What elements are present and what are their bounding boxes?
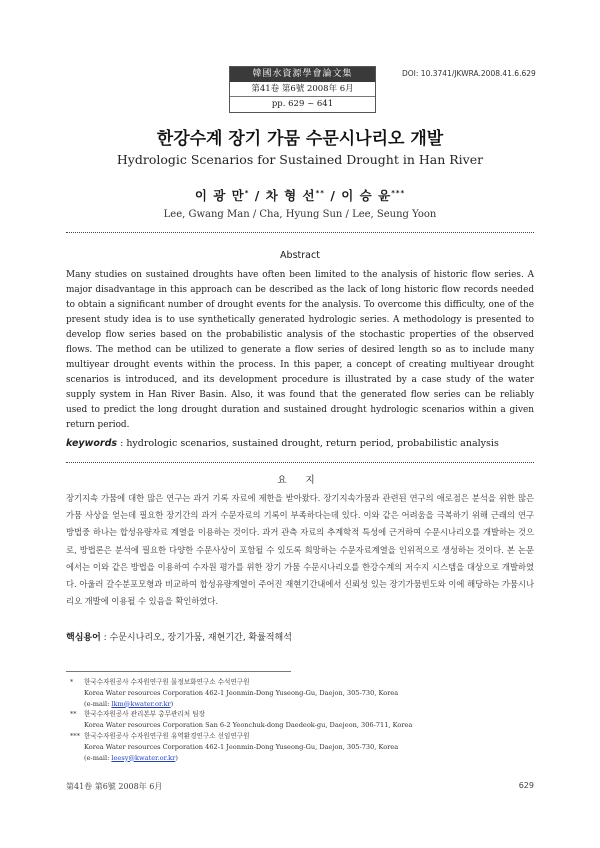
authors-korean [0,186,600,204]
email-link[interactable]: leesy@kwater.or.kr [111,753,176,762]
page-number: 629 [518,781,534,790]
footnote-address [70,688,550,699]
footnote-address-text: Korea Water resources Corporation 462-1 Jeonmin-Dong Yuseong-Gu, Daejon, 305-730, Korea [84,742,399,751]
footer-issue: 第41卷 第6號 2008年 6月 [66,782,163,791]
keywords-separator: : [117,438,127,449]
title-english: Hydrologic Scenarios for Sustained Drought in Han River [116,152,484,167]
footnote-email-close: ) [175,753,178,762]
footnote-address [70,720,550,731]
footnote-email-label: (e-mail: [84,753,112,762]
author-mark: ** [315,188,325,197]
author-name: 차 형 선 [265,188,316,203]
email-link[interactable]: lkm@kwater.or.kr [111,699,171,708]
footnote-affiliation-ko: 한국수자원공사 수자원연구원 물정보화연구소 수석연구원 [84,678,250,686]
journal-name: 韓國水資源學會論文集 [230,67,375,82]
footnote-email-close: ) [170,699,174,708]
keywords-line [66,438,534,449]
footnote-address-text: Korea Water resources Corporation 462-1 Jeonmin-Dong Yuseong-Gu, Daejon, 305-730, Korea [84,688,399,697]
footnote-email [70,699,550,710]
abstract-heading: Abstract [280,250,320,261]
authors-english: Lee, Gwang Man / Cha, Hyung Sun / Lee, Seung Yoon [163,209,437,220]
author-name: 이 광 만 [194,188,245,203]
abstract-text: Many studies on sustained droughts have often been limited to the analysis of historic flow series. A major disadvantage in this approach can be described as the lack of long historic flow records needed to obtain a significant number of drought events for the analysis. To overcome this difficulty, one of the present study idea is to use synthetically generated hydrologic series. A methodology is presented to develop flow series based on the probabilistic analysis of the stochastic properties of the observed flows. The method can be utilized to generate a flow series of desired length so as to include many multiyear drought events within the process. In this paper, a concept of creating multiyear drought scenarios is introduced, and its development procedure is illustrated by a case study of the water supply system in Han River Basin. Also, it was found that the generated flow series can be reliably used to predict the long drought duration and sustained drought hydrologic scenarios within a given return period. [66,270,534,430]
footnote-address [70,742,550,753]
footnote-affiliation-ko: 한국수자원공사 관리본부 총무관리처 팀장 [84,710,205,719]
author-mark: * [244,188,250,197]
footnote-email-label: (e-mail: [84,699,112,708]
footnote-mark: *** [70,731,80,740]
journal-volume: 第41卷 第6號 2008年 6月 [230,82,375,97]
page-footer [66,781,534,792]
title-korean: 한강수계 장기 가뭄 수문시나리오 개발 [156,129,444,149]
korean-abstract-heading: 요 지 [277,475,323,486]
divider [66,462,534,463]
divider [66,232,534,233]
author-name: 이 승 윤 [341,188,392,203]
korean-keywords-separator: : [100,633,110,643]
footnote-mark: ** [70,710,77,719]
author-separator: / [330,188,342,203]
footnote-mark: * [70,678,74,686]
author-mark: *** [391,188,406,197]
footnote-affiliation [70,731,550,742]
footnote-address-text: Korea Water resources Corporation San 6-2 Yeonchuk-dong Daedeok-gu, Daejeon, 306-711, Korea [84,721,413,730]
journal-pages: pp. 629 ~ 641 [271,99,334,109]
footnote-affiliation-ko: 한국수자원공사 수자원연구원 유역환경연구소 선임연구원 [84,731,250,740]
keywords-label: keywords [66,438,118,449]
korean-keywords-label: 핵심용어 [66,633,101,643]
korean-keywords-text: 수문시나리오, 장기가뭄, 재현기간, 확률적해석 [109,633,292,643]
footnote-affiliation [70,677,550,688]
doi-text: DOI: 10.3741/JKWRA.2008.41.6.629 [402,69,536,78]
footnote-affiliation [70,709,550,720]
keywords-text: hydrologic scenarios, sustained drought, return period, probabilistic analysis [126,438,499,449]
author-separator: / [254,188,266,203]
footnote-email [70,753,550,764]
journal-info-box [229,66,376,113]
footnotes [70,677,550,763]
korean-abstract-text: 장기지속 가뭄에 대한 많은 연구는 과거 기록 자료에 제한을 받아왔다. 장기지속가뭄과 관련된 연구의 애로점은 분석을 위한 많은 가뭄 사상을 얻는데 필요한 장기간의 과거 수문자료의 기록이 부족하다는데 있다. 이와 같은 어려움을 극복하기 위해 근래의 연구방법중 하나는 합성유량자료 계열을 이용하는 것이다. 과거 관측 자료의 추계학적 특성에 근거하여 수문시나리오를 개발하는 것으로, 방법론은 분석에 필요한 다양한 수문사상이 포함될 수 있도록 희망하는 수문자료계열을 인위적으로 생성하는 것이다. 본 논문에서는 이와 같은 방법을 이용하여 수자원 평가를 위한 장기 가뭄 수문시나리오를 한강수계의 저수지 시스템을 대상으로 개발하였다. 아울러 갈수분포모형과 비교하여 합성유량계열이 주어진 재현기간내에서 신뢰성 있는 장기가뭄빈도와 이에 해당하는 가뭄시나리오 개발에 이용될 수 있음을 확인하였다. [66,493,534,607]
footnote-rule [66,671,291,672]
korean-keywords-line [66,630,534,643]
